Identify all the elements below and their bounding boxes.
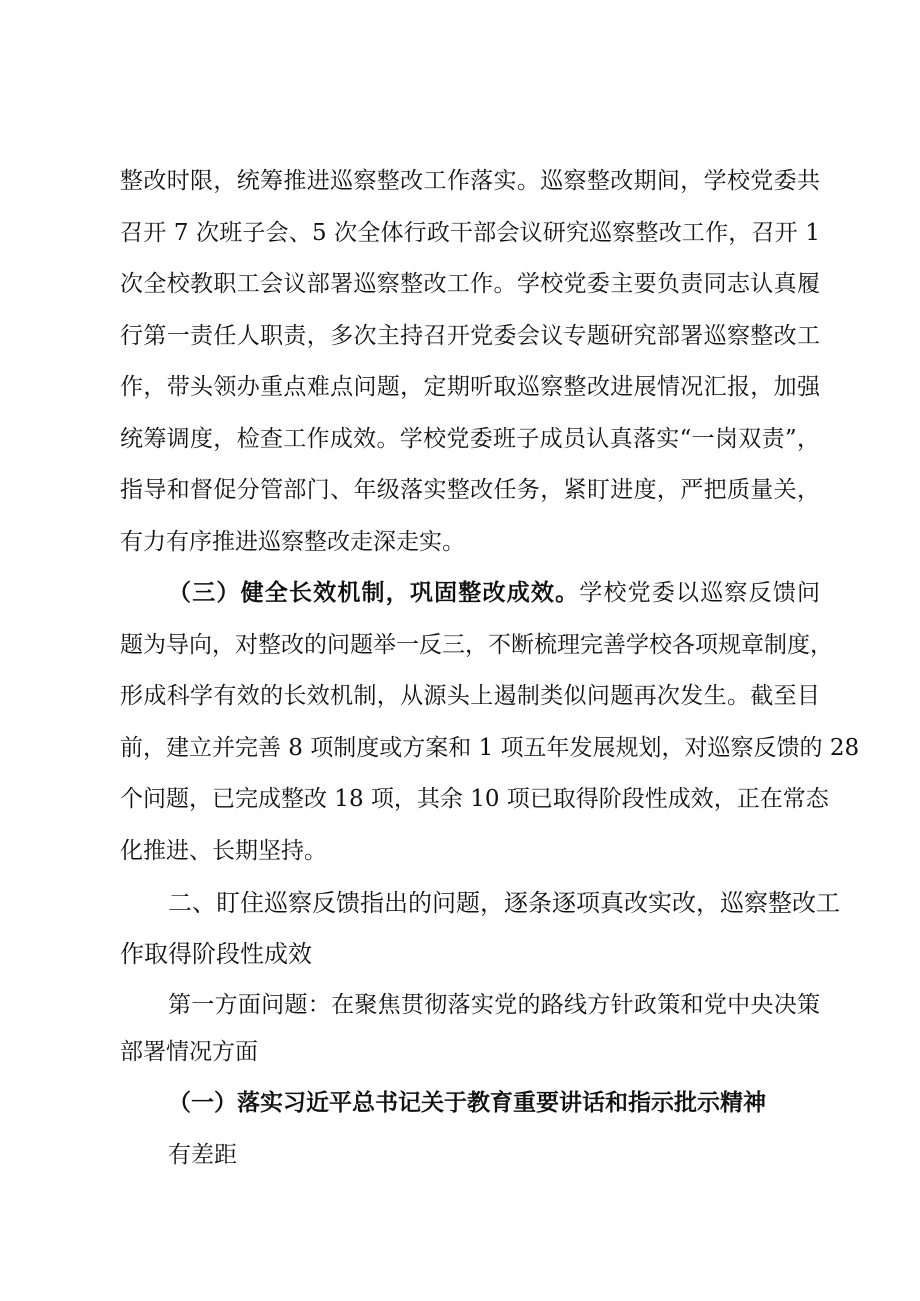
paragraph-line: 整改时限，统筹推进巡察整改工作落实。巡察整改期间，学校党委共 [120, 168, 820, 194]
section-heading-line: 二、盯住巡察反馈指出的问题，逐条逐项真改实改，巡察整改工 [168, 889, 840, 917]
paragraph-line: 作，带头领办重点难点问题，定期听取巡察整改进展情况汇报，加强 [120, 374, 820, 400]
section-heading-line: 作取得阶段性成效 [120, 940, 312, 968]
section-lead-heading: （三）健全长效机制，巩固整改成效。 [168, 579, 580, 606]
paragraph-first-line [168, 578, 820, 608]
paragraph-line: 召开 7 次班子会、5 次全体行政干部会议研究巡察整改工作，召开 1 [120, 220, 820, 246]
paragraph-line: 次全校教职工会议部署巡察整改工作。学校党委主要负责同志认真履 [120, 271, 820, 297]
paragraph-line: 题为导向，对整改的问题举一反三，不断梳理完善学校各项规章制度， [120, 632, 833, 658]
paragraph-line: 个问题，已完成整改 18 项，其余 10 项已取得阶段性成效，正在常态 [120, 786, 829, 812]
paragraph-line: 形成科学有效的长效机制，从源头上遏制类似问题再次发生。截至目 [120, 683, 820, 709]
paragraph-line: 前，建立并完善 8 项制度或方案和 1 项五年发展规划，对巡察反馈的 28 [120, 735, 860, 761]
paragraph-line: 统筹调度，检查工作成效。学校党委班子成员认真落实“一岗双责”， [120, 426, 820, 452]
paragraph-line: 指导和督促分管部门、年级落实整改任务，紧盯进度，严把质量关， [120, 477, 820, 503]
paragraph-line-rest: 学校党委以巡察反馈问 [579, 580, 821, 606]
paragraph-line: 有力有序推进巡察整改走深走实。 [120, 529, 465, 555]
subsection-heading-continuation: 有差距 [168, 1142, 237, 1168]
paragraph-line: 行第一责任人职责，多次主持召开党委会议专题研究部署巡察整改工 [120, 323, 820, 349]
paragraph-line: 化推进、长期坚持。 [120, 838, 327, 864]
paragraph-line: 第一方面问题：在聚焦贯彻落实党的路线方针政策和党中央决策 [168, 992, 820, 1018]
subsection-heading-line: （一）落实习近平总书记关于教育重要讲话和指示批示精神 [168, 1089, 766, 1116]
paragraph-line: 部署情况方面 [120, 1039, 258, 1065]
